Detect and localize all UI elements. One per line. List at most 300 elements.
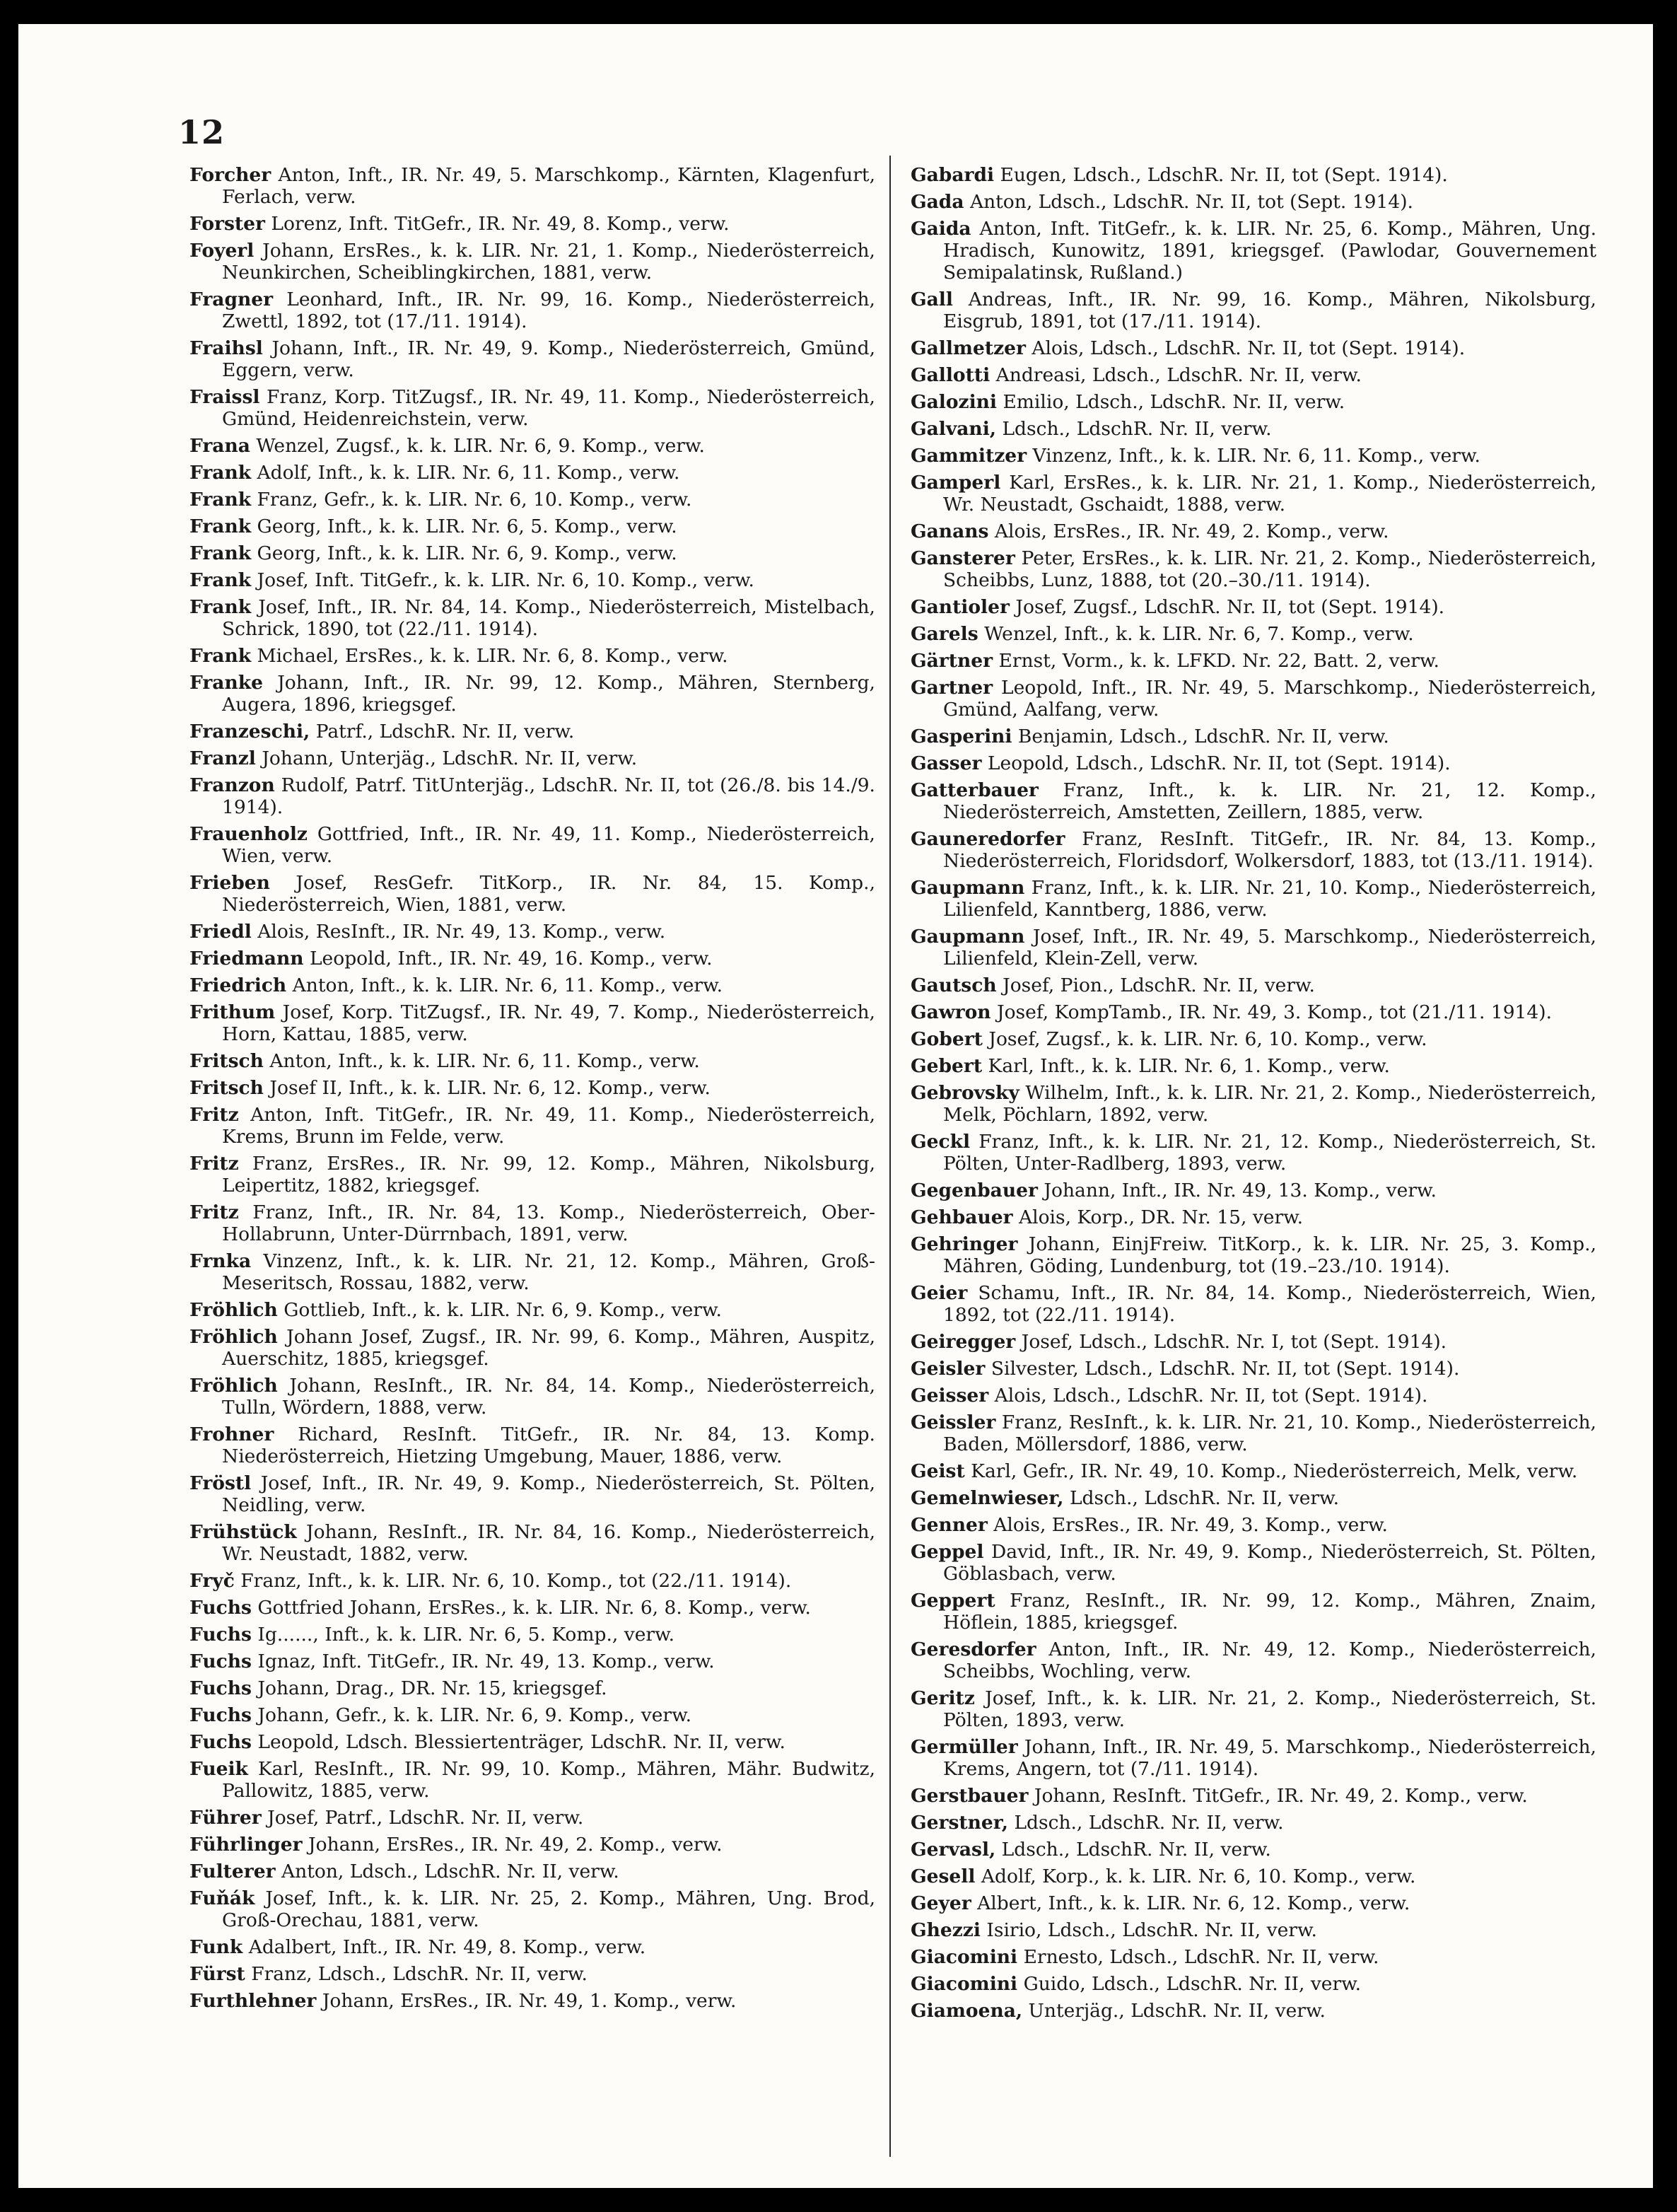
entry-surname: Fuchs (189, 1704, 252, 1726)
entry-details: Josef, Korp. TitZugsf., IR. Nr. 49, 7. Komp., Niederösterreich, Horn, Kattau, 1885, verw. (222, 1001, 875, 1045)
register-entry (911, 1055, 1596, 1077)
register-entry (189, 1758, 875, 1802)
register-entry (911, 2000, 1596, 2022)
register-entry (911, 445, 1596, 467)
entry-details: Josef, Patrf., LdschR. Nr. II, verw. (267, 1807, 584, 1829)
register-entry (911, 1233, 1596, 1277)
entry-surname: Gansterer (911, 547, 1015, 569)
entry-surname: Gantioler (911, 596, 1010, 618)
register-entry (911, 1282, 1596, 1326)
entry-surname: Frank (189, 542, 252, 564)
entry-surname: Friedrich (189, 974, 287, 996)
register-entry (189, 213, 875, 235)
register-entry (189, 1624, 875, 1646)
entry-surname: Ghezzi (911, 1919, 981, 1941)
entry-surname: Gada (911, 191, 964, 213)
entry-details: Johann, Unterjäg., LdschR. Nr. II, verw. (262, 747, 638, 769)
scan-border-left (0, 0, 18, 2212)
entry-details: Eugen, Ldsch., LdschR. Nr. II, tot (Sept. 1914). (1000, 164, 1448, 186)
entry-surname: Germüller (911, 1736, 1018, 1758)
entry-surname: Gemelnwieser, (911, 1487, 1064, 1509)
register-entry (189, 1990, 875, 2012)
entry-details: Johann, Drag., DR. Nr. 15, kriegsgef. (257, 1677, 607, 1699)
entry-details: Wenzel, Inft., k. k. LIR. Nr. 6, 7. Komp., verw. (984, 623, 1414, 645)
register-entry (189, 1704, 875, 1726)
page-number: 12 (178, 113, 226, 151)
entry-surname: Gammitzer (911, 445, 1027, 467)
left-column (189, 164, 875, 2017)
entry-surname: Frithum (189, 1001, 276, 1023)
entry-surname: Gartner (911, 677, 993, 699)
register-entry (189, 672, 875, 716)
register-entry (911, 1638, 1596, 1682)
register-entry (189, 1651, 875, 1672)
entry-surname: Führer (189, 1807, 262, 1829)
entry-surname: Gaida (911, 218, 971, 240)
entry-surname: Gehbauer (911, 1206, 1013, 1228)
entry-details: Franz, Inft., k. k. LIR. Nr. 6, 10. Komp., tot (22./11. 1914). (240, 1570, 792, 1592)
entry-surname: Gauneredorfer (911, 828, 1065, 850)
entry-details: Josef, Zugsf., k. k. LIR. Nr. 6, 10. Komp., verw. (988, 1028, 1427, 1050)
entry-details: Karl, ResInft., IR. Nr. 99, 10. Komp., Mähren, Mähr. Budwitz, Pallowitz, 1885, verw. (222, 1758, 875, 1802)
entry-details: David, Inft., IR. Nr. 49, 9. Komp., Niederösterreich, St. Pölten, Göblasbach, verw. (943, 1541, 1596, 1585)
entry-details: Josef II, Inft., k. k. LIR. Nr. 6, 12. Komp., verw. (269, 1077, 711, 1099)
register-entry (189, 1250, 875, 1294)
register-entry (911, 418, 1596, 440)
entry-details: Ldsch., LdschR. Nr. II, verw. (1001, 1839, 1271, 1861)
entry-details: Leonhard, Inft., IR. Nr. 99, 16. Komp., Niederösterreich, Zwettl, 1892, tot (17./11. 1914). (222, 289, 875, 332)
register-entry (911, 1812, 1596, 1834)
entry-details: Lorenz, Inft. TitGefr., IR. Nr. 49, 8. Komp., verw. (271, 213, 730, 235)
register-entry (189, 462, 875, 484)
entry-details: Gottlieb, Inft., k. k. LIR. Nr. 6, 9. Komp., verw. (284, 1299, 722, 1321)
entry-surname: Gaupmann (911, 926, 1025, 948)
register-entry (189, 1677, 875, 1699)
entry-surname: Gehringer (911, 1233, 1018, 1255)
entry-details: Johann, Inft., IR. Nr. 99, 12. Komp., Mähren, Sternberg, Augera, 1896, kriegsgef. (222, 672, 875, 716)
entry-details: Guido, Ldsch., LdschR. Nr. II, verw. (1023, 1973, 1362, 1995)
entry-details: Josef, Inft. TitGefr., k. k. LIR. Nr. 6, 10. Komp., verw. (257, 569, 754, 591)
register-entry (911, 547, 1596, 591)
register-entry (189, 1424, 875, 1467)
entry-details: Gottfried Johann, ErsRes., k. k. LIR. Nr. 6, 8. Komp., verw. (257, 1597, 811, 1619)
entry-details: Josef, Zugsf., LdschR. Nr. II, tot (Sept. 1914). (1015, 596, 1445, 618)
entry-surname: Giacomini (911, 1973, 1018, 1995)
entry-details: Anton, Ldsch., LdschR. Nr. II, tot (Sept. 1914). (969, 191, 1413, 213)
register-entry (911, 1892, 1596, 1914)
register-entry (911, 364, 1596, 386)
register-entry (189, 1963, 875, 1985)
entry-surname: Furthlehner (189, 1990, 317, 2012)
entry-details: Emilio, Ldsch., LdschR. Nr. II, verw. (1003, 391, 1345, 413)
entry-surname: Fuchs (189, 1624, 252, 1646)
register-entry (911, 1514, 1596, 1536)
entry-details: Ignaz, Inft. TitGefr., IR. Nr. 49, 13. Komp., verw. (257, 1651, 715, 1672)
register-entry (911, 974, 1596, 996)
register-entry (189, 435, 875, 457)
entry-surname: Fuchs (189, 1597, 252, 1619)
entry-details: Georg, Inft., k. k. LIR. Nr. 6, 9. Komp., verw. (257, 542, 677, 564)
entry-details: Franz, Inft., IR. Nr. 84, 13. Komp., Niederösterreich, Ober-Hollabrunn, Unter-Dürrnbach, 1891, verw. (222, 1201, 875, 1245)
entry-details: Rudolf, Patrf. TitUnterjäg., LdschR. Nr. II, tot (26./8. bis 14./9. 1914). (222, 774, 875, 818)
entry-surname: Frank (189, 569, 252, 591)
entry-details: Andreasi, Ldsch., LdschR. Nr. II, verw. (995, 364, 1362, 386)
register-entry (189, 1807, 875, 1829)
register-entry (189, 1299, 875, 1321)
entry-details: Karl, Inft., k. k. LIR. Nr. 6, 1. Komp., verw. (988, 1055, 1390, 1077)
entry-details: Anton, Inft. TitGefr., k. k. LIR. Nr. 25, 6. Komp., Mähren, Ung. Hradisch, Kunowitz, 1891, kriegsgef. (Pawlodar, Gouvernement Semipalatinsk, Rußland.) (943, 218, 1596, 284)
register-entry (911, 877, 1596, 921)
register-entry (189, 1326, 875, 1370)
entry-surname: Führlinger (189, 1834, 303, 1856)
entry-details: Josef, Inft., IR. Nr. 49, 9. Komp., Niederösterreich, St. Pölten, Neidling, verw. (222, 1472, 875, 1516)
entry-surname: Frank (189, 596, 252, 618)
register-entry (189, 1001, 875, 1045)
entry-details: Franz, Inft., k. k. LIR. Nr. 21, 12. Komp., Niederösterreich, Amstetten, Zeillern, 1885, verw. (943, 779, 1596, 823)
entry-surname: Gerstner, (911, 1812, 1008, 1834)
register-entry (911, 1785, 1596, 1807)
entry-details: Richard, ResInft. TitGefr., IR. Nr. 84, 13. Komp. Niederösterreich, Hietzing Umgebung, Mauer, 1886, verw. (222, 1424, 875, 1467)
entry-surname: Gatterbauer (911, 779, 1039, 801)
register-entry (189, 489, 875, 511)
entry-details: Benjamin, Ldsch., LdschR. Nr. II, verw. (1017, 726, 1389, 747)
register-entry (189, 1153, 875, 1197)
register-entry (911, 1385, 1596, 1407)
entry-details: Franz, Inft., k. k. LIR. Nr. 21, 10. Komp., Niederösterreich, Lilienfeld, Kanntberg, 1886, verw. (943, 877, 1596, 921)
entry-details: Johann, EinjFreiw. TitKorp., k. k. LIR. Nr. 25, 3. Komp., Mähren, Göding, Lundenburg, tot (19.–23./10. 1914). (943, 1233, 1596, 1277)
register-entry (911, 1358, 1596, 1380)
entry-surname: Geisler (911, 1358, 986, 1380)
entry-surname: Fritz (189, 1104, 239, 1126)
entry-surname: Gebrovsky (911, 1082, 1019, 1104)
entry-surname: Gabardi (911, 164, 995, 186)
register-entry (911, 1028, 1596, 1050)
register-entry (911, 1736, 1596, 1780)
register-entry (189, 1104, 875, 1148)
register-entry (189, 747, 875, 769)
entry-surname: Gervasl, (911, 1839, 996, 1861)
entry-surname: Garels (911, 623, 978, 645)
entry-details: Franz, Korp. TitZugsf., IR. Nr. 49, 11. Komp., Niederösterreich, Gmünd, Heidenreichstein, verw. (222, 386, 875, 430)
entry-surname: Gall (911, 289, 953, 310)
entry-surname: Funk (189, 1936, 243, 1958)
register-entry (189, 1201, 875, 1245)
entry-surname: Galvani, (911, 418, 996, 440)
entry-surname: Gasperini (911, 726, 1012, 747)
entry-surname: Fragner (189, 289, 274, 310)
entry-details: Alois, Ldsch., LdschR. Nr. II, tot (Sept. 1914). (1032, 337, 1466, 359)
entry-surname: Giamoena, (911, 2000, 1023, 2022)
entry-details: Josef, KompTamb., IR. Nr. 49, 3. Komp., tot (21./11. 1914). (996, 1001, 1553, 1023)
register-entry (911, 779, 1596, 823)
register-entry (189, 721, 875, 743)
entry-surname: Galozini (911, 391, 997, 413)
entry-surname: Geissler (911, 1411, 996, 1433)
entry-details: Karl, ErsRes., k. k. LIR. Nr. 21, 1. Komp., Niederösterreich, Wr. Neustadt, Gschaidt, 1888, verw. (943, 472, 1596, 516)
entry-details: Johann, Inft., IR. Nr. 49, 9. Komp., Niederösterreich, Gmünd, Eggern, verw. (222, 337, 875, 381)
entry-surname: Frauenholz (189, 823, 308, 845)
entry-surname: Fürst (189, 1963, 245, 1985)
entry-details: Franz, Gefr., k. k. LIR. Nr. 6, 10. Komp., verw. (257, 489, 692, 511)
entry-surname: Fröhlich (189, 1375, 278, 1397)
entry-details: Franz, ResInft., k. k. LIR. Nr. 21, 10. Komp., Niederösterreich, Baden, Möllersdorf, 1886, verw. (943, 1411, 1596, 1455)
entry-details: Georg, Inft., k. k. LIR. Nr. 6, 5. Komp., verw. (257, 516, 677, 537)
register-entry (911, 1973, 1596, 1995)
entry-surname: Frana (189, 435, 250, 457)
entry-details: Franz, ErsRes., IR. Nr. 99, 12. Komp., Mähren, Nikolsburg, Leipertitz, 1882, kriegsgef. (222, 1153, 875, 1197)
entry-surname: Geppel (911, 1541, 984, 1563)
register-entry (189, 921, 875, 943)
scan-border-top (0, 0, 1677, 24)
entry-details: Alois, ResInft., IR. Nr. 49, 13. Komp., verw. (257, 921, 666, 943)
entry-details: Alois, Ldsch., LdschR. Nr. II, tot (Sept. 1914). (994, 1385, 1428, 1407)
entry-surname: Franzon (189, 774, 275, 796)
entry-surname: Gamperl (911, 472, 1001, 494)
entry-details: Anton, Inft. TitGefr., IR. Nr. 49, 11. Komp., Niederösterreich, Krems, Brunn im Felde, verw. (222, 1104, 875, 1148)
register-entry (911, 726, 1596, 747)
entry-details: Franz, ResInft. TitGefr., IR. Nr. 84, 13. Komp., Niederösterreich, Floridsdorf, Wolkersdorf, 1883, tot (13./11. 1914). (943, 828, 1596, 872)
register-entry (911, 191, 1596, 213)
entry-surname: Gegenbauer (911, 1180, 1038, 1201)
register-entry (189, 516, 875, 537)
entry-details: Ldsch., LdschR. Nr. II, verw. (1002, 418, 1272, 440)
entry-details: Michael, ErsRes., k. k. LIR. Nr. 6, 8. Komp., verw. (257, 645, 728, 667)
register-entry (189, 1731, 875, 1753)
register-entry (189, 974, 875, 996)
register-entry (189, 872, 875, 916)
right-column (911, 164, 1596, 2027)
register-entry (189, 337, 875, 381)
entry-details: Isirio, Ldsch., LdschR. Nr. II, verw. (986, 1919, 1317, 1941)
register-entry (911, 1082, 1596, 1126)
entry-details: Josef, Inft., IR. Nr. 49, 5. Marschkomp., Niederösterreich, Lilienfeld, Klein-Zell, verw. (943, 926, 1596, 970)
entry-details: Wenzel, Zugsf., k. k. LIR. Nr. 6, 9. Komp., verw. (256, 435, 705, 457)
entry-surname: Gasser (911, 752, 982, 774)
entry-surname: Fuchs (189, 1677, 252, 1699)
register-entry (911, 677, 1596, 721)
register-entry (911, 752, 1596, 774)
register-entry (189, 1077, 875, 1099)
entry-surname: Geresdorfer (911, 1638, 1036, 1660)
register-entry (189, 289, 875, 332)
register-entry (911, 1331, 1596, 1353)
register-entry (189, 1887, 875, 1931)
entry-surname: Frank (189, 645, 252, 667)
entry-details: Adolf, Korp., k. k. LIR. Nr. 6, 10. Komp., verw. (981, 1865, 1416, 1887)
entry-details: Leopold, Inft., IR. Nr. 49, 16. Komp., verw. (309, 948, 713, 970)
entry-details: Johann, Inft., IR. Nr. 49, 5. Marschkomp., Niederösterreich, Krems, Angern, tot (7./11. 1914). (943, 1736, 1596, 1780)
register-entry (189, 1861, 875, 1882)
entry-details: Patrf., LdschR. Nr. II, verw. (315, 721, 575, 743)
entry-surname: Gallmetzer (911, 337, 1026, 359)
register-entry (911, 472, 1596, 516)
entry-details: Anton, Ldsch., LdschR. Nr. II, verw. (281, 1861, 619, 1882)
register-entry (189, 645, 875, 667)
entry-surname: Frohner (189, 1424, 274, 1445)
register-entry (189, 240, 875, 284)
entry-details: Josef, Inft., IR. Nr. 84, 14. Komp., Niederösterreich, Mistelbach, Schrick, 1890, tot (22./11. 1914). (222, 596, 875, 640)
entry-details: Franz, ResInft., IR. Nr. 99, 12. Komp., Mähren, Znaim, Höflein, 1885, kriegsgef. (943, 1590, 1596, 1634)
entry-details: Josef, Inft., k. k. LIR. Nr. 21, 2. Komp., Niederösterreich, St. Pölten, 1893, verw. (943, 1687, 1596, 1731)
register-entry (189, 774, 875, 818)
register-entry (189, 386, 875, 430)
entry-details: Franz, Inft., k. k. LIR. Nr. 21, 12. Komp., Niederösterreich, St. Pölten, Unter-Radlberg, 1893, verw. (943, 1131, 1596, 1175)
entry-details: Silvester, Ldsch., LdschR. Nr. II, tot (Sept. 1914). (991, 1358, 1460, 1380)
register-entry (189, 1521, 875, 1565)
entry-surname: Fröstl (189, 1472, 252, 1494)
entry-surname: Frank (189, 516, 252, 537)
entry-surname: Fryč (189, 1570, 235, 1592)
entry-surname: Fuchs (189, 1731, 252, 1753)
entry-details: Alois, ErsRes., IR. Nr. 49, 2. Komp., verw. (994, 520, 1389, 542)
register-entry (911, 391, 1596, 413)
entry-details: Adolf, Inft., k. k. LIR. Nr. 6, 11. Komp., verw. (257, 462, 680, 484)
entry-details: Josef, ResGefr. TitKorp., IR. Nr. 84, 15. Komp., Niederösterreich, Wien, 1881, verw. (222, 872, 875, 916)
register-entry (911, 623, 1596, 645)
register-entry (911, 1487, 1596, 1509)
register-entry (189, 1050, 875, 1072)
entry-details: Ernst, Vorm., k. k. LFKD. Nr. 22, Batt. 2, verw. (998, 650, 1439, 672)
entry-details: Leopold, Ldsch. Blessiertenträger, LdschR. Nr. II, verw. (257, 1731, 785, 1753)
entry-surname: Giacomini (911, 1946, 1018, 1968)
register-entry (189, 1597, 875, 1619)
entry-details: Ldsch., LdschR. Nr. II, verw. (1069, 1487, 1340, 1509)
register-entry (911, 1946, 1596, 1968)
entry-details: Leopold, Inft., IR. Nr. 49, 5. Marschkomp., Niederösterreich, Gmünd, Aalfang, verw. (943, 677, 1596, 721)
entry-surname: Fulterer (189, 1861, 276, 1882)
register-entry (911, 1180, 1596, 1201)
entry-details: Johann, ErsRes., IR. Nr. 49, 2. Komp., verw. (308, 1834, 723, 1856)
entry-surname: Ganans (911, 520, 989, 542)
register-entry (911, 1687, 1596, 1731)
register-entry (911, 289, 1596, 332)
entry-surname: Friedmann (189, 948, 304, 970)
entry-surname: Gautsch (911, 974, 997, 996)
register-entry (911, 1839, 1596, 1861)
entry-surname: Geckl (911, 1131, 971, 1153)
register-entry (911, 520, 1596, 542)
entry-details: Gottfried, Inft., IR. Nr. 49, 11. Komp., Niederösterreich, Wien, verw. (222, 823, 875, 867)
entry-details: Josef, Pion., LdschR. Nr. II, verw. (1003, 974, 1315, 996)
register-entry (911, 1590, 1596, 1634)
register-entry (189, 1834, 875, 1856)
entry-details: Anton, Inft., k. k. LIR. Nr. 6, 11. Komp., verw. (292, 974, 723, 996)
entry-surname: Geritz (911, 1687, 975, 1709)
register-entry (189, 1936, 875, 1958)
entry-surname: Fritz (189, 1201, 239, 1223)
register-entry (911, 1460, 1596, 1482)
entry-details: Albert, Inft., k. k. LIR. Nr. 6, 12. Komp., verw. (977, 1892, 1410, 1914)
entry-details: Alois, ErsRes., IR. Nr. 49, 3. Komp., verw. (993, 1514, 1388, 1536)
register-entry (911, 650, 1596, 672)
register-entry (911, 1001, 1596, 1023)
entry-details: Franz, Ldsch., LdschR. Nr. II, verw. (251, 1963, 588, 1985)
register-entry (911, 828, 1596, 872)
register-entry (189, 948, 875, 970)
register-entry (189, 1375, 875, 1419)
entry-details: Ig......, Inft., k. k. LIR. Nr. 6, 5. Komp., verw. (257, 1624, 675, 1646)
entry-details: Anton, Inft., IR. Nr. 49, 12. Komp., Niederösterreich, Scheibbs, Wochling, verw. (943, 1638, 1596, 1682)
register-entry (189, 596, 875, 640)
register-entry (911, 218, 1596, 284)
entry-surname: Frank (189, 462, 252, 484)
entry-surname: Geisser (911, 1385, 989, 1407)
entry-details: Alois, Korp., DR. Nr. 15, verw. (1018, 1206, 1304, 1228)
entry-details: Ernesto, Ldsch., LdschR. Nr. II, verw. (1023, 1946, 1379, 1968)
register-entry (911, 164, 1596, 186)
register-entry (911, 337, 1596, 359)
entry-details: Johann, ResInft., IR. Nr. 84, 14. Komp., Niederösterreich, Tulln, Wördern, 1888, verw. (222, 1375, 875, 1419)
entry-surname: Franzl (189, 747, 256, 769)
entry-surname: Geyer (911, 1892, 971, 1914)
register-entry (911, 1919, 1596, 1941)
entry-surname: Gesell (911, 1865, 976, 1887)
entry-surname: Geier (911, 1282, 968, 1304)
entry-details: Josef, Ldsch., LdschR. Nr. I, tot (Sept. 1914). (1021, 1331, 1447, 1353)
register-entry (911, 1131, 1596, 1175)
entry-details: Johann, Inft., IR. Nr. 49, 13. Komp., verw. (1044, 1180, 1437, 1201)
entry-details: Ldsch., LdschR. Nr. II, verw. (1014, 1812, 1284, 1834)
entry-surname: Foyerl (189, 240, 255, 262)
entry-details: Leopold, Ldsch., LdschR. Nr. II, tot (Sept. 1914). (987, 752, 1451, 774)
entry-surname: Fuňák (189, 1887, 255, 1909)
entry-surname: Franzeschi, (189, 721, 310, 743)
entry-surname: Gawron (911, 1001, 991, 1023)
entry-details: Johann, ErsRes., IR. Nr. 49, 1. Komp., verw. (322, 1990, 737, 2012)
register-entry (911, 1541, 1596, 1585)
entry-surname: Fröhlich (189, 1299, 278, 1321)
register-entry (189, 823, 875, 867)
column-divider (889, 156, 891, 2157)
entry-surname: Gallotti (911, 364, 991, 386)
register-entry (189, 1472, 875, 1516)
register-entry (911, 1206, 1596, 1228)
entry-surname: Geiregger (911, 1331, 1016, 1353)
entry-surname: Fuchs (189, 1651, 252, 1672)
entry-surname: Gebert (911, 1055, 983, 1077)
entry-surname: Geist (911, 1460, 965, 1482)
entry-details: Johann, ResInft., IR. Nr. 84, 16. Komp., Niederösterreich, Wr. Neustadt, 1882, verw. (222, 1521, 875, 1565)
entry-surname: Fueik (189, 1758, 248, 1780)
entry-surname: Fritsch (189, 1077, 264, 1099)
entry-details: Johann, ErsRes., k. k. LIR. Nr. 21, 1. Komp., Niederösterreich, Neunkirchen, Scheiblingkirchen, 1881, verw. (222, 240, 875, 284)
entry-surname: Frank (189, 489, 252, 511)
entry-details: Peter, ErsRes., k. k. LIR. Nr. 21, 2. Komp., Niederösterreich, Scheibbs, Lunz, 1888, tot (20.–30./11. 1914). (943, 547, 1597, 591)
entry-surname: Forster (189, 213, 265, 235)
entry-details: Karl, Gefr., IR. Nr. 49, 10. Komp., Niederösterreich, Melk, verw. (971, 1460, 1578, 1482)
register-entry (189, 569, 875, 591)
entry-surname: Gobert (911, 1028, 983, 1050)
entry-details: Josef, Inft., k. k. LIR. Nr. 25, 2. Komp., Mähren, Ung. Brod, Groß-Orechau, 1881, verw. (222, 1887, 875, 1931)
entry-surname: Gaupmann (911, 877, 1025, 899)
entry-details: Anton, Inft., IR. Nr. 49, 5. Marschkomp., Kärnten, Klagenfurt, Ferlach, verw. (222, 164, 875, 208)
entry-details: Schamu, Inft., IR. Nr. 84, 14. Komp., Niederösterreich, Wien, 1892, tot (22./11. 1914). (943, 1282, 1596, 1326)
entry-surname: Franke (189, 672, 263, 694)
entry-surname: Frühstück (189, 1521, 297, 1543)
entry-surname: Friedl (189, 921, 252, 943)
entry-surname: Fröhlich (189, 1326, 278, 1348)
entry-surname: Fritz (189, 1153, 239, 1175)
entry-details: Adalbert, Inft., IR. Nr. 49, 8. Komp., verw. (248, 1936, 646, 1958)
entry-surname: Frieben (189, 872, 270, 894)
entry-details: Unterjäg., LdschR. Nr. II, verw. (1028, 2000, 1326, 2022)
entry-details: Johann, Gefr., k. k. LIR. Nr. 6, 9. Komp., verw. (257, 1704, 692, 1726)
register-entry (911, 1411, 1596, 1455)
entry-details: Anton, Inft., k. k. LIR. Nr. 6, 11. Komp., verw. (269, 1050, 700, 1072)
entry-details: Wilhelm, Inft., k. k. LIR. Nr. 21, 2. Komp., Niederösterreich, Melk, Pöchlarn, 1892, verw. (943, 1082, 1596, 1126)
entry-surname: Fraihsl (189, 337, 263, 359)
entry-surname: Genner (911, 1514, 988, 1536)
